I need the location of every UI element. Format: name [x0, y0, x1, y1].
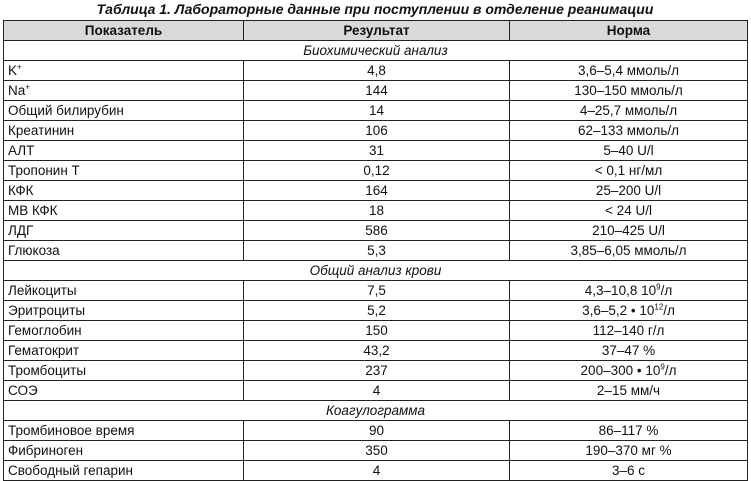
table-row	[4, 161, 748, 181]
table-row	[4, 141, 748, 161]
section-title: Коагулограмма	[4, 401, 748, 421]
norm-exponent: 9	[656, 282, 661, 291]
indicator-name: СОЭ	[8, 382, 38, 398]
norm-value: 3,6–5,2 • 10	[582, 302, 655, 318]
result-value: 7,5	[244, 281, 510, 301]
header-result: Результат	[244, 21, 510, 41]
result-value: 350	[244, 441, 510, 461]
table-row	[4, 61, 748, 81]
norm-value: 190–370 мг %	[585, 442, 672, 458]
norm-value: 86–117 %	[598, 422, 659, 438]
indicator-name: Креатинин	[8, 122, 75, 138]
indicator-cell	[4, 441, 244, 461]
table-row	[4, 201, 748, 221]
table-row	[4, 341, 748, 361]
indicator-cell	[4, 181, 244, 201]
indicator-name: Общий билирубин	[8, 102, 124, 118]
indicator-name: Глюкоза	[8, 242, 60, 258]
norm-cell	[510, 281, 748, 301]
result-value: 4	[244, 461, 510, 481]
indicator-name: Тропонин Т	[8, 162, 80, 178]
norm-value: 5–40 U/l	[603, 142, 654, 158]
table-row	[4, 381, 748, 401]
result-value: 18	[244, 201, 510, 221]
norm-cell	[510, 341, 748, 361]
indicator-cell	[4, 121, 244, 141]
norm-value: 4,3–10,8 10	[584, 282, 657, 298]
ion-charge: +	[25, 82, 30, 91]
section-row	[4, 401, 748, 421]
table-row	[4, 281, 748, 301]
norm-exponent: 9	[660, 362, 665, 371]
norm-cell	[510, 221, 748, 241]
indicator-name: Тромбоциты	[8, 362, 87, 378]
norm-cell	[510, 301, 748, 321]
norm-value: 3,6–5,4 ммоль/л	[577, 62, 680, 78]
norm-value: 62–133 ммоль/л	[577, 122, 680, 138]
norm-cell	[510, 441, 748, 461]
norm-exponent: 12	[654, 302, 664, 311]
norm-value: 25–200 U/l	[595, 182, 662, 198]
section-title: Биохимический анализ	[4, 41, 748, 61]
indicator-name: КФК	[8, 182, 34, 198]
result-value: 4	[244, 381, 510, 401]
result-value: 144	[244, 81, 510, 101]
indicator-name: Na	[8, 82, 26, 98]
indicator-name: Свободный гепарин	[8, 462, 134, 478]
norm-cell	[510, 81, 748, 101]
indicator-cell	[4, 461, 244, 481]
norm-cell	[510, 201, 748, 221]
norm-cell	[510, 381, 748, 401]
result-value: 5,2	[244, 301, 510, 321]
table-row	[4, 421, 748, 441]
indicator-cell	[4, 141, 244, 161]
norm-cell	[510, 61, 748, 81]
indicator-name: ЛДГ	[8, 222, 34, 238]
norm-value: < 0,1 нг/мл	[594, 162, 663, 178]
indicator-name: Гемоглобин	[8, 322, 82, 338]
indicator-cell	[4, 281, 244, 301]
indicator-cell	[4, 341, 244, 361]
norm-unit-suffix: /л	[660, 282, 673, 298]
norm-value: 3,85–6,05 ммоль/л	[570, 242, 687, 258]
section-title: Общий анализ крови	[4, 261, 748, 281]
result-value: 90	[244, 421, 510, 441]
norm-value: 130–150 ммоль/л	[574, 82, 683, 98]
result-value: 14	[244, 101, 510, 121]
lab-results-table	[3, 20, 748, 481]
section-row	[4, 41, 748, 61]
indicator-cell	[4, 61, 244, 81]
section-row	[4, 261, 748, 281]
table-row	[4, 321, 748, 341]
indicator-cell	[4, 161, 244, 181]
result-value: 4,8	[244, 61, 510, 81]
table-row	[4, 441, 748, 461]
table-row	[4, 181, 748, 201]
result-value: 150	[244, 321, 510, 341]
table-row	[4, 461, 748, 481]
table-row	[4, 361, 748, 381]
indicator-name: АЛТ	[8, 142, 35, 158]
norm-cell	[510, 121, 748, 141]
result-value: 164	[244, 181, 510, 201]
result-value: 5,3	[244, 241, 510, 261]
norm-value: 37–47 %	[601, 342, 656, 358]
norm-cell	[510, 141, 748, 161]
table-body	[4, 41, 748, 481]
norm-cell	[510, 361, 748, 381]
indicator-cell	[4, 361, 244, 381]
header-indicator: Показатель	[4, 21, 244, 41]
result-value: 586	[244, 221, 510, 241]
indicator-name: Тромбиновое время	[8, 422, 135, 438]
indicator-cell	[4, 201, 244, 221]
norm-value: 3–6 с	[611, 462, 646, 478]
norm-unit-suffix: /л	[663, 302, 675, 318]
norm-value: 200–300 • 10	[580, 362, 661, 378]
result-value: 0,12	[244, 161, 510, 181]
indicator-name: Лейкоциты	[8, 282, 77, 298]
result-value: 43,2	[244, 341, 510, 361]
norm-value: < 24 U/l	[605, 202, 652, 218]
norm-value: 112–140 г/л	[592, 322, 665, 338]
norm-value: 4–25,7 ммоль/л	[579, 102, 678, 118]
indicator-cell	[4, 381, 244, 401]
indicator-cell	[4, 81, 244, 101]
table-row	[4, 101, 748, 121]
result-value: 31	[244, 141, 510, 161]
ion-charge: +	[17, 62, 22, 71]
norm-cell	[510, 321, 748, 341]
norm-cell	[510, 461, 748, 481]
norm-cell	[510, 181, 748, 201]
table-header-row	[4, 21, 748, 41]
indicator-cell	[4, 221, 244, 241]
indicator-name: МВ КФК	[8, 202, 58, 218]
table-row	[4, 241, 748, 261]
indicator-cell	[4, 241, 244, 261]
indicator-cell	[4, 101, 244, 121]
header-norm: Норма	[510, 21, 748, 41]
indicator-name: K	[8, 62, 18, 78]
table-caption: Таблица 1. Лабораторные данные при поступлении в отделение реанимации	[96, 1, 654, 17]
norm-cell	[510, 421, 748, 441]
norm-cell	[510, 241, 748, 261]
norm-value: 2–15 мм/ч	[596, 382, 661, 398]
norm-unit-suffix: /л	[664, 362, 677, 378]
indicator-cell	[4, 321, 244, 341]
result-value: 237	[244, 361, 510, 381]
table-row	[4, 221, 748, 241]
result-value: 106	[244, 121, 510, 141]
indicator-name: Гематокрит	[8, 342, 80, 358]
indicator-name: Эритроциты	[8, 302, 86, 318]
norm-value: 210–425 U/l	[592, 222, 665, 238]
table-row	[4, 121, 748, 141]
norm-cell	[510, 161, 748, 181]
table-row	[4, 81, 748, 101]
indicator-cell	[4, 301, 244, 321]
norm-cell	[510, 101, 748, 121]
table-row	[4, 301, 748, 321]
indicator-name: Фибриноген	[8, 442, 84, 458]
indicator-cell	[4, 421, 244, 441]
